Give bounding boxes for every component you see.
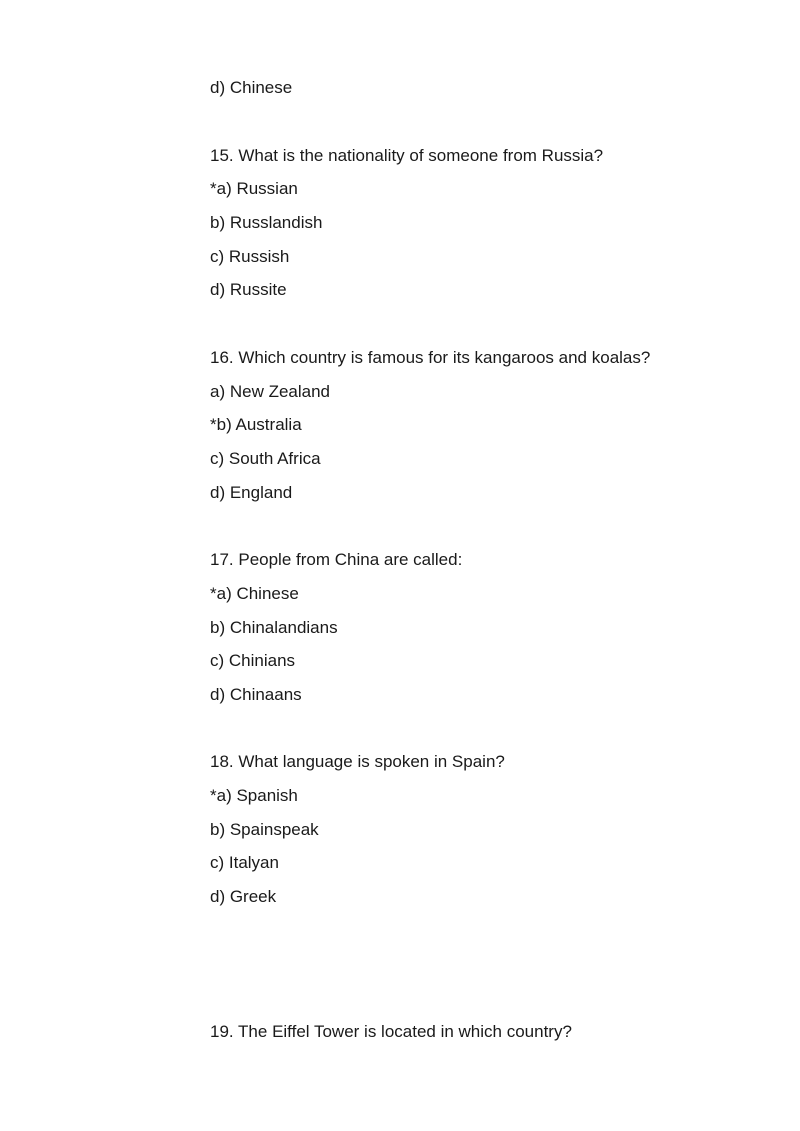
question-text: 15. What is the nationality of someone from Russia? [210,146,604,165]
answer-option: d) Chinese [210,78,293,97]
question-text: 18. What language is spoken in Spain? [210,752,505,771]
answer-option: d) England [210,483,293,502]
answer-option: c) Russish [210,247,290,266]
answer-option: a) New Zealand [210,382,331,401]
answer-option: c) Chinians [210,651,296,670]
answer-option: c) South Africa [210,449,321,468]
question-text: 17. People from China are called: [210,550,463,569]
answer-option: b) Russlandish [210,213,323,232]
question-text: 16. Which country is famous for its kangaroos and koalas? [210,348,651,367]
answer-option: d) Greek [210,887,277,906]
answer-option: *b) Australia [210,415,302,434]
answer-option: b) Spainspeak [210,820,319,839]
answer-option: *a) Russian [210,179,298,198]
answer-option: c) Italyan [210,853,279,872]
answer-option: b) Chinalandians [210,618,338,637]
answer-option: *a) Chinese [210,584,299,603]
answer-option: *a) Spanish [210,786,298,805]
answer-option: d) Russite [210,280,287,299]
answer-option: d) Chinaans [210,685,302,704]
question-text: 19. The Eiffel Tower is located in which country? [210,1022,572,1041]
